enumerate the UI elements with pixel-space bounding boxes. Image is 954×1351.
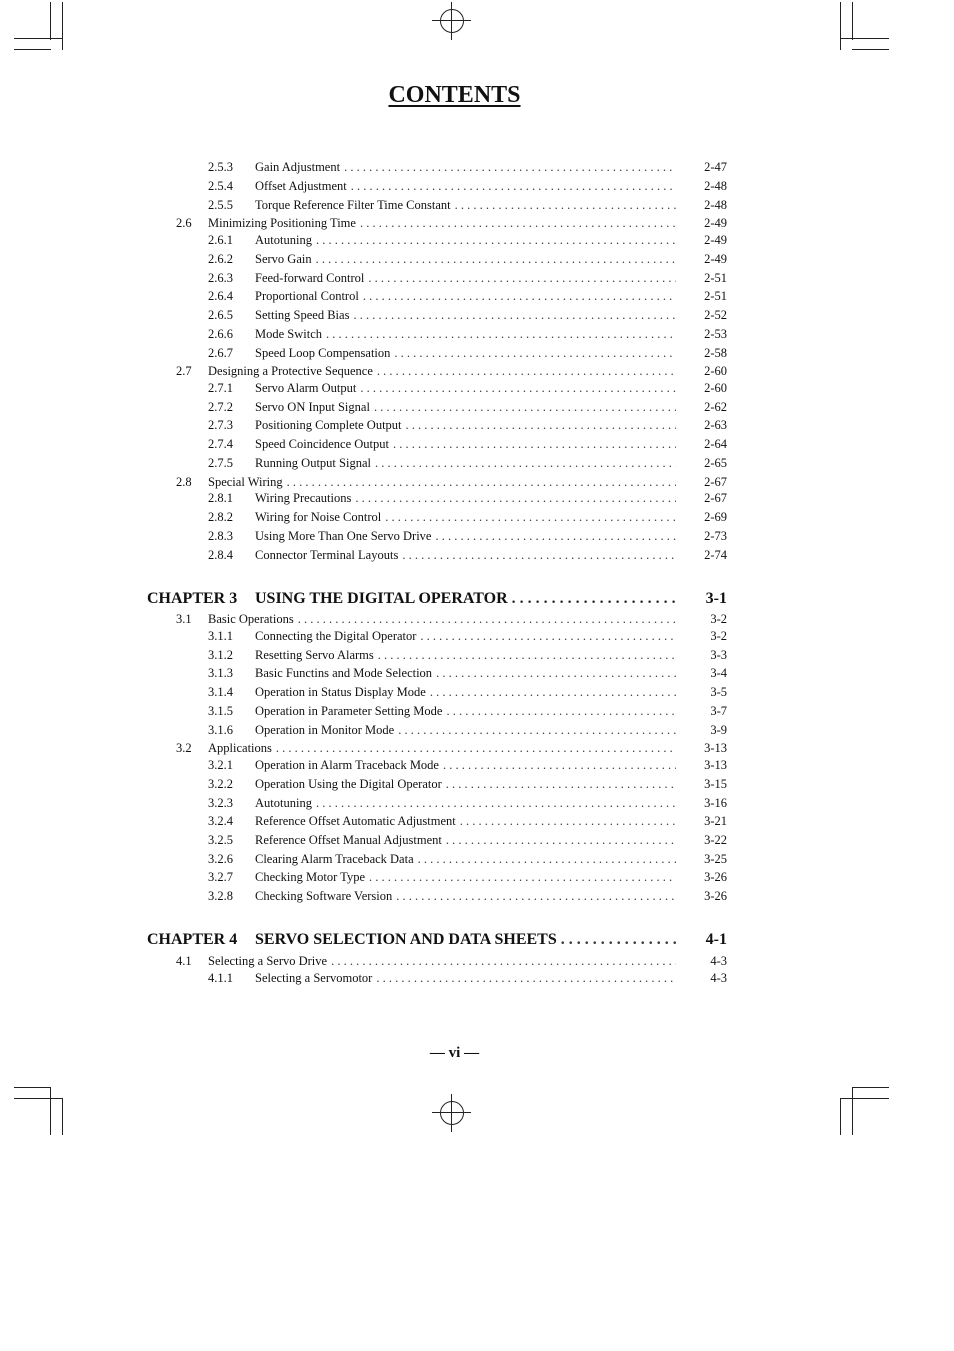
toc-entry-number: 3.2.5	[208, 833, 233, 847]
toc-entry-page: 2-53	[704, 327, 727, 341]
toc-entry-number: 2.7.2	[208, 400, 233, 414]
toc-entry-number: 3.2.6	[208, 852, 233, 866]
toc-entry-number: 2.7.1	[208, 381, 233, 395]
toc-entry-number: 3.1.1	[208, 629, 233, 643]
toc-entry	[0, 969, 954, 987]
chapter-label: CHAPTER 3	[147, 590, 238, 607]
toc-entry	[0, 435, 954, 453]
toc-entry	[0, 362, 954, 380]
toc-entry-page: 2-65	[704, 456, 727, 470]
toc-entry-page: 2-67	[704, 475, 727, 489]
toc-entry-title: Proportional Control	[255, 289, 359, 303]
toc-entry-number: 3.2	[176, 741, 192, 755]
toc-entry-page: 3-16	[704, 796, 727, 810]
dot-leader	[353, 306, 676, 324]
toc-entry-number: 2.6.2	[208, 252, 233, 266]
toc-entry-title: Applications	[208, 741, 272, 755]
toc-entry-title: Operation in Parameter Setting Mode	[255, 704, 443, 718]
dot-leader	[446, 831, 676, 849]
toc-entry-number: 2.6.6	[208, 327, 233, 341]
toc-entry-title: Servo Alarm Output	[255, 381, 357, 395]
toc-entry	[0, 508, 954, 526]
toc-entry-page: 2-49	[704, 216, 727, 230]
page-number-footer: — vi —	[429, 1045, 480, 1061]
dot-leader	[420, 627, 676, 645]
toc-entry-title: Gain Adjustment	[255, 160, 341, 174]
toc-entry-title: Torque Reference Filter Time Constant	[255, 198, 451, 212]
toc-entry	[0, 527, 954, 545]
toc-entry	[0, 158, 954, 176]
dot-leader	[360, 379, 676, 397]
toc-entry-title: Using More Than One Servo Drive	[255, 529, 432, 543]
toc-entry	[0, 231, 954, 249]
toc-entry-page: 2-51	[704, 271, 727, 285]
toc-entry-title: Servo Gain	[255, 252, 312, 266]
toc-entry	[0, 627, 954, 645]
toc-entry-number: 2.6.4	[208, 289, 233, 303]
toc-entry	[0, 325, 954, 343]
toc-entry-page: 2-67	[704, 491, 727, 505]
toc-entry	[0, 775, 954, 793]
toc-entry	[0, 721, 954, 739]
toc-entry	[0, 702, 954, 720]
toc-entry	[0, 489, 954, 507]
dot-leader	[398, 721, 676, 739]
toc-entry-number: 2.7.5	[208, 456, 233, 470]
toc-entry-title: Reference Offset Manual Adjustment	[255, 833, 442, 847]
toc-entry	[0, 887, 954, 905]
dot-leader	[394, 344, 676, 362]
toc-entry-page: 2-52	[704, 308, 727, 322]
toc-entry-number: 3.2.1	[208, 758, 233, 772]
dot-leader	[402, 546, 676, 564]
toc-entry-number: 4.1	[176, 954, 192, 968]
dot-leader	[298, 610, 676, 628]
toc-entry	[0, 546, 954, 564]
toc-entry-page: 4-3	[710, 954, 727, 968]
chapter-page: 4-1	[705, 931, 727, 948]
toc-entry-page: 3-13	[704, 758, 727, 772]
toc-entry-page: 4-3	[710, 971, 727, 985]
toc-entry-title: Connecting the Digital Operator	[255, 629, 417, 643]
chapter-page: 3-1	[705, 590, 727, 607]
dot-leader	[377, 362, 676, 380]
toc-entry-title: Autotuning	[255, 233, 312, 247]
dot-leader	[316, 250, 676, 268]
toc-entry-page: 2-48	[704, 198, 727, 212]
toc-entry	[0, 416, 954, 434]
toc-entry-page: 3-22	[704, 833, 727, 847]
toc-entry-page: 3-9	[710, 723, 727, 737]
toc-entry-page: 2-69	[704, 510, 727, 524]
dot-leader	[446, 702, 676, 720]
toc-entry-number: 2.5.5	[208, 198, 233, 212]
dot-leader	[435, 527, 676, 545]
dot-leader	[276, 739, 676, 757]
dot-leader	[331, 952, 676, 970]
toc-entry-title: Operation Using the Digital Operator	[255, 777, 442, 791]
dot-leader	[378, 646, 676, 664]
toc-entry-title: Mode Switch	[255, 327, 323, 341]
toc-entry	[0, 454, 954, 472]
toc-entry-number: 3.2.4	[208, 814, 233, 828]
dot-leader	[385, 508, 676, 526]
toc-entry-number: 3.1	[176, 612, 192, 626]
toc-entry-title: Designing a Protective Sequence	[208, 364, 373, 378]
dot-leader	[363, 287, 676, 305]
toc-entry-number: 4.1.1	[208, 971, 233, 985]
toc-entry-page: 2-49	[704, 233, 727, 247]
dot-leader	[360, 214, 676, 232]
dot-leader	[460, 812, 676, 830]
toc-entry-title: Connector Terminal Layouts	[255, 548, 399, 562]
toc-entry-number: 2.6	[176, 216, 192, 230]
toc-entry-page: 3-26	[704, 870, 727, 884]
toc-entry-number: 3.1.2	[208, 648, 233, 662]
dot-leader	[326, 325, 676, 343]
toc-entry	[0, 646, 954, 664]
toc-entry-page: 3-5	[710, 685, 727, 699]
toc-entry-number: 2.8.1	[208, 491, 233, 505]
dot-leader	[374, 398, 676, 416]
toc-entry-number: 3.2.3	[208, 796, 233, 810]
toc-entry-number: 3.1.6	[208, 723, 233, 737]
toc-entry	[0, 250, 954, 268]
toc-entry	[0, 739, 954, 757]
dot-leader	[316, 231, 676, 249]
toc-entry	[0, 794, 954, 812]
toc-entry-title: Running Output Signal	[255, 456, 371, 470]
chapter-title: USING THE DIGITAL OPERATOR	[255, 590, 508, 607]
toc-entry-title: Positioning Complete Output	[255, 418, 402, 432]
toc-entry	[0, 269, 954, 287]
toc-entry	[0, 287, 954, 305]
toc-entry	[0, 610, 954, 628]
toc-entry-title: Operation in Alarm Traceback Mode	[255, 758, 439, 772]
toc-entry-title: Operation in Status Display Mode	[255, 685, 426, 699]
toc-entry-number: 2.5.3	[208, 160, 233, 174]
toc-entry	[0, 344, 954, 362]
toc-entry-title: Servo ON Input Signal	[255, 400, 370, 414]
toc-entry	[0, 952, 954, 970]
page-title: CONTENTS	[388, 82, 521, 108]
toc-entry-page: 2-60	[704, 364, 727, 378]
toc-entry-number: 2.7.4	[208, 437, 233, 451]
toc-entry	[0, 664, 954, 682]
toc-entry-title: Speed Coincidence Output	[255, 437, 389, 451]
toc-entry-page: 2-64	[704, 437, 727, 451]
toc-entry-title: Checking Software Version	[255, 889, 393, 903]
dot-leader	[396, 887, 676, 905]
dot-leader	[368, 269, 676, 287]
toc-entry-title: Reference Offset Automatic Adjustment	[255, 814, 456, 828]
toc-entry-number: 2.8.3	[208, 529, 233, 543]
toc-entry-page: 2-47	[704, 160, 727, 174]
toc-entry-number: 3.2.7	[208, 870, 233, 884]
toc-entry-title: Setting Speed Bias	[255, 308, 350, 322]
dot-leader	[455, 196, 676, 214]
toc-entry-page: 2-74	[704, 548, 727, 562]
toc-entry-number: 3.1.4	[208, 685, 233, 699]
toc-entry-title: Selecting a Servomotor	[255, 971, 373, 985]
toc-entry-title: Feed-forward Control	[255, 271, 365, 285]
toc-entry-number: 2.7	[176, 364, 192, 378]
toc-entry-number: 3.1.3	[208, 666, 233, 680]
toc-entry-number: 2.8.4	[208, 548, 233, 562]
toc-entry-title: Operation in Monitor Mode	[255, 723, 395, 737]
toc-entry-page: 2-58	[704, 346, 727, 360]
chapter-label: CHAPTER 4	[147, 931, 238, 948]
dot-leader	[376, 969, 676, 987]
dot-leader	[375, 454, 676, 472]
toc-entry	[0, 196, 954, 214]
toc-entry-number: 3.1.5	[208, 704, 233, 718]
toc-entry-title: Resetting Servo Alarms	[255, 648, 374, 662]
toc-entry-page: 3-13	[704, 741, 727, 755]
toc-entry	[0, 812, 954, 830]
toc-entry-title: Wiring for Noise Control	[255, 510, 382, 524]
toc-entry-page: 2-63	[704, 418, 727, 432]
toc-entry	[0, 379, 954, 397]
toc-entry	[0, 306, 954, 324]
toc-entry-number: 3.2.2	[208, 777, 233, 791]
toc-entry-page: 2-51	[704, 289, 727, 303]
dot-leader	[436, 664, 676, 682]
dot-leader	[344, 158, 676, 176]
toc-entry-title: Minimizing Positioning Time	[208, 216, 356, 230]
toc-entry-page: 3-7	[710, 704, 727, 718]
toc-entry-page: 3-26	[704, 889, 727, 903]
toc-entry	[0, 398, 954, 416]
toc-entry-title: Selecting a Servo Drive	[208, 954, 328, 968]
toc-entry-number: 2.6.3	[208, 271, 233, 285]
dot-leader	[355, 489, 676, 507]
dot-leader	[430, 683, 676, 701]
toc-entry-title: Wiring Precautions	[255, 491, 352, 505]
toc-entry-page: 2-73	[704, 529, 727, 543]
toc-entry-page: 3-21	[704, 814, 727, 828]
toc-entry-number: 2.6.7	[208, 346, 233, 360]
toc-entry	[0, 831, 954, 849]
dot-leader	[418, 850, 676, 868]
toc-entry-page: 3-2	[710, 629, 727, 643]
dot-leader	[316, 794, 676, 812]
toc-entry-title: Speed Loop Compensation	[255, 346, 391, 360]
chapter-heading	[0, 588, 954, 610]
toc-entry-page: 3-4	[710, 666, 727, 680]
dot-leader	[351, 177, 676, 195]
toc-entry-number: 2.8.2	[208, 510, 233, 524]
toc-entry-title: Clearing Alarm Traceback Data	[255, 852, 414, 866]
toc-entry-title: Offset Adjustment	[255, 179, 347, 193]
toc-entry-title: Basic Functins and Mode Selection	[255, 666, 433, 680]
toc-entry-page: 2-48	[704, 179, 727, 193]
dot-leader	[443, 756, 676, 774]
dot-leader	[406, 416, 676, 434]
toc-entry-number: 2.8	[176, 475, 192, 489]
chapter-title: SERVO SELECTION AND DATA SHEETS	[255, 931, 557, 948]
toc-entry	[0, 850, 954, 868]
toc-entry-number: 3.2.8	[208, 889, 233, 903]
toc-entry-title: Checking Motor Type	[255, 870, 365, 884]
dot-leader	[369, 868, 676, 886]
dot-leader	[561, 929, 676, 951]
toc-entry-title: Special Wiring	[208, 475, 283, 489]
toc-entry	[0, 868, 954, 886]
toc-entry-page: 3-2	[710, 612, 727, 626]
toc-entry-page: 2-49	[704, 252, 727, 266]
toc-entry-number: 2.6.1	[208, 233, 233, 247]
dot-leader	[393, 435, 676, 453]
toc-entry-title: Basic Operations	[208, 612, 294, 626]
toc-entry-title: Autotuning	[255, 796, 312, 810]
toc-entry-page: 2-60	[704, 381, 727, 395]
toc-entry	[0, 177, 954, 195]
toc-entry-page: 3-3	[710, 648, 727, 662]
toc-entry-page: 3-25	[704, 852, 727, 866]
dot-leader	[512, 588, 676, 610]
toc-entry-page: 3-15	[704, 777, 727, 791]
toc-entry	[0, 756, 954, 774]
toc-entry-number: 2.6.5	[208, 308, 233, 322]
toc-entry	[0, 683, 954, 701]
toc-entry-number: 2.7.3	[208, 418, 233, 432]
chapter-heading	[0, 929, 954, 951]
dot-leader	[446, 775, 676, 793]
toc-entry	[0, 214, 954, 232]
toc-entry-number: 2.5.4	[208, 179, 233, 193]
toc-entry-page: 2-62	[704, 400, 727, 414]
